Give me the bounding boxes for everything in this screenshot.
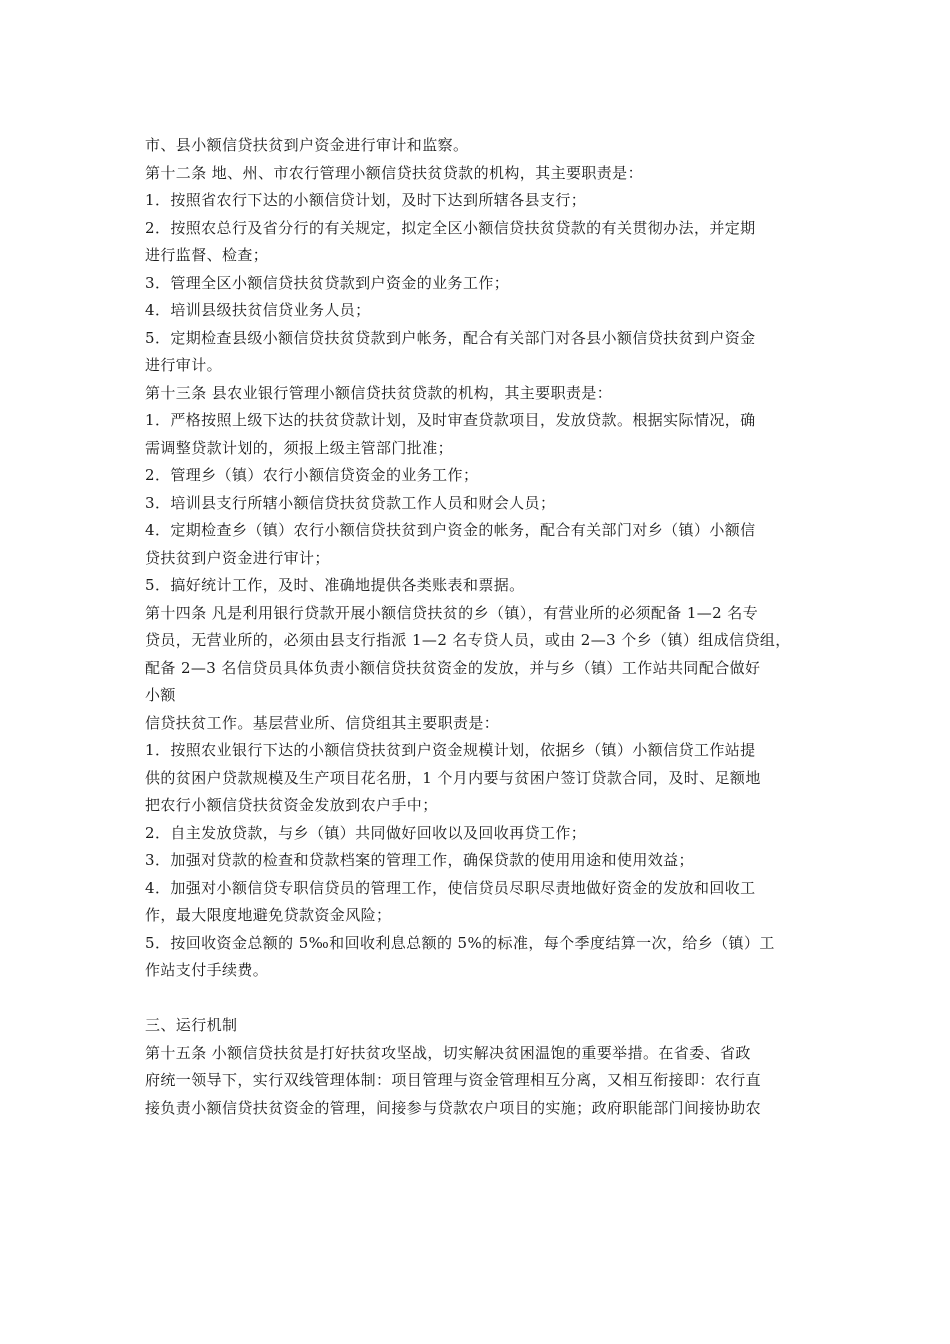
text-line: 市、县小额信贷扶贫到户资金进行审计和监察。 xyxy=(145,136,469,154)
text-line: 2．自主发放贷款，与乡（镇）共同做好回收以及回收再贷工作； xyxy=(145,823,587,842)
text-line: 进行监督、检查； xyxy=(145,246,269,264)
text-line: 把农行小额信贷扶贫资金发放到农户手中； xyxy=(145,796,438,814)
text-line: 第十四条 凡是利用银行贷款开展小额信贷扶贫的乡（镇），有营业所的必须配备 1—2 名专 xyxy=(145,603,759,622)
text-line: 5．定期检查县级小额信贷扶贫贷款到户帐务，配合有关部门对各县小额信贷扶贫到户资金 xyxy=(145,328,756,347)
text-line: 2．按照农总行及省分行的有关规定，拟定全区小额信贷扶贫贷款的有关贯彻办法，并定期 xyxy=(145,218,756,237)
text-line: 1．严格按照上级下达的扶贫贷款计划，及时审查贷款项目，发放贷款。根据实际情况，确 xyxy=(145,411,756,429)
blank-line xyxy=(145,985,810,1013)
text-line: 府统一领导下，实行双线管理体制：项目管理与资金管理相互分离，又相互衔接即：农行直 xyxy=(145,1071,762,1089)
text-line: 配备 2—3 名信贷员具体负责小额信贷扶贫资金的发放，并与乡（镇）工作站共同配合做好 xyxy=(145,658,761,677)
text-line: 供的贫困户贷款规模及生产项目花名册，1 个月内要与贫困户签订贷款合同，及时、足额地 xyxy=(145,768,761,787)
text-line: 3．管理全区小额信贷扶贫贷款到户资金的业务工作； xyxy=(145,273,510,292)
text-line: 进行审计。 xyxy=(145,356,223,374)
text-line: 作站支付手续费。 xyxy=(145,961,269,979)
document-page xyxy=(145,132,810,1122)
text-line: 第十二条 地、州、市农行管理小额信贷扶贫贷款的机构，其主要职责是： xyxy=(145,163,643,182)
text-line: 1．按照省农行下达的小额信贷计划，及时下达到所辖各县支行； xyxy=(145,191,587,209)
text-line: 贷员，无营业所的，必须由县支行指派 1—2 名专贷人员，或由 2—3 个乡（镇）组成信贷组， xyxy=(145,631,791,649)
text-line: 第十三条 县农业银行管理小额信贷扶贫贷款的机构，其主要职责是： xyxy=(145,383,613,402)
text-line: 三、运行机制 xyxy=(145,1016,238,1034)
text-line: 作，最大限度地避免贷款资金风险； xyxy=(145,906,392,924)
text-line: 信贷扶贫工作。基层营业所、信贷组其主要职责是： xyxy=(145,713,500,732)
text-line: 需调整贷款计划的，须报上级主管部门批准； xyxy=(145,438,454,457)
text-line: 4．定期检查乡（镇）农行小额信贷扶贫到户资金的帐务，配合有关部门对乡（镇）小额信 xyxy=(145,521,756,539)
text-line: 3．加强对贷款的检查和贷款档案的管理工作，确保贷款的使用用途和使用效益； xyxy=(145,851,694,869)
text-line: 第十五条 小额信贷扶贫是打好扶贫攻坚战，切实解决贫困温饱的重要举措。在省委、省政 xyxy=(145,1043,751,1062)
text-line: 4．培训县级扶贫信贷业务人员； xyxy=(145,301,371,319)
text-line: 4．加强对小额信贷专职信贷员的管理工作，使信贷员尽职尽责地做好资金的发放和回收工 xyxy=(145,878,756,897)
text-line: 贷扶贫到户资金进行审计； xyxy=(145,548,330,567)
text-line: 2．管理乡（镇）农行小额信贷资金的业务工作； xyxy=(145,466,479,484)
text-line: 1．按照农业银行下达的小额信贷扶贫到户资金规模计划，依据乡（镇）小额信贷工作站提 xyxy=(145,741,756,759)
text-line: 接负责小额信贷扶贫资金的管理，间接参与贷款农户项目的实施；政府职能部门间接协助农 xyxy=(145,1098,762,1117)
text-line: 5．按回收资金总额的 5‰和回收利息总额的 5%的标准，每个季度结算一次，给乡（镇）工 xyxy=(145,933,775,952)
text-line: 3．培训县支行所辖小额信贷扶贫贷款工作人员和财会人员； xyxy=(145,493,556,512)
text-line: 小额 xyxy=(145,686,176,704)
text-line: 5．搞好统计工作，及时、准确地提供各类账表和票据。 xyxy=(145,576,525,594)
